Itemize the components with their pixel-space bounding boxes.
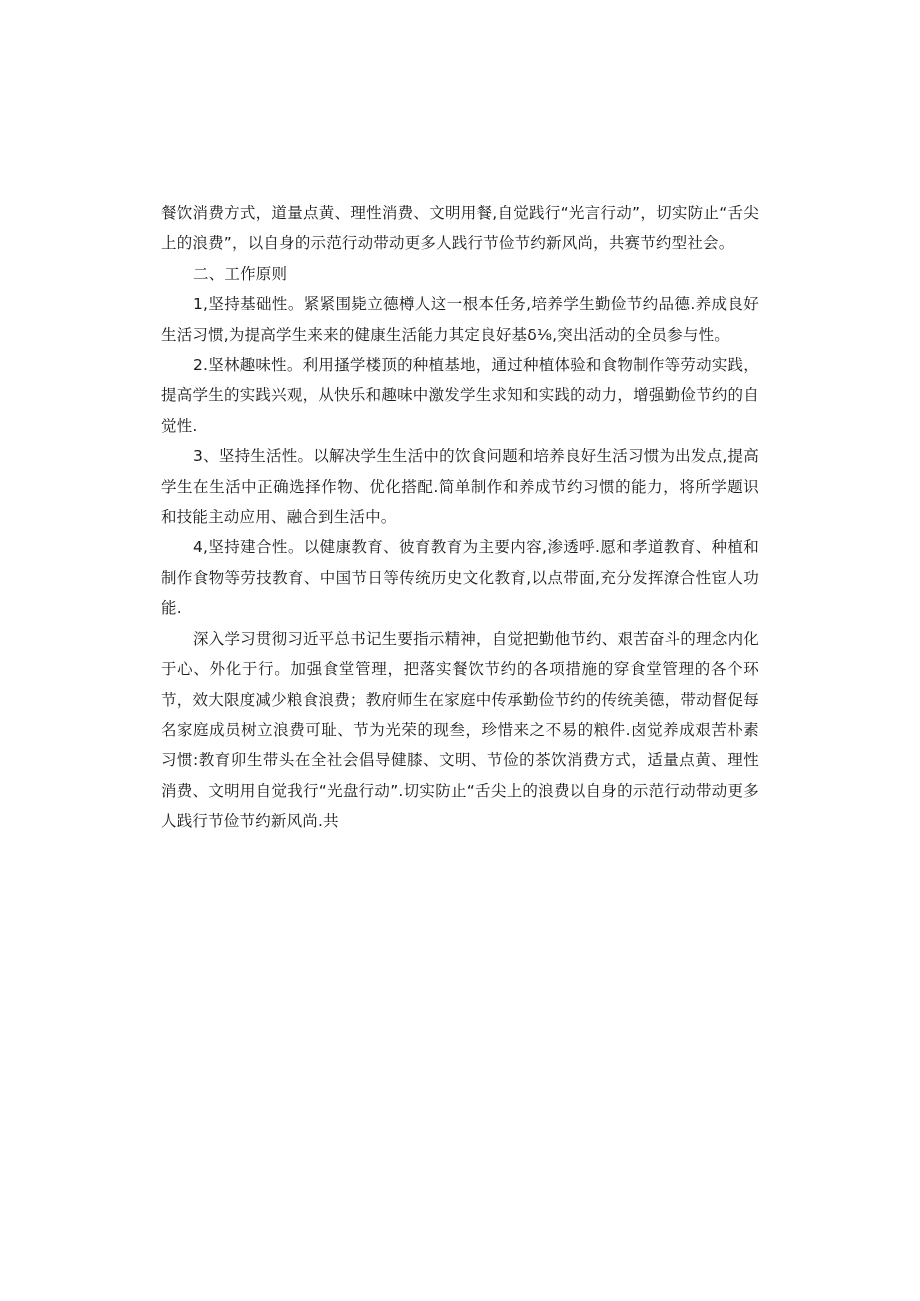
- paragraph-principle-2: 2.坚林趣味性。利用搔学楼顶的种植基地，通过种植体验和食物制作等劳动实践，提高学生的实践兴观，从快乐和趣味中激发学生求知和实践的动力，增强勤俭节约的自觉性.: [161, 356, 759, 435]
- paragraph-principle-4: 4,坚持建合性。以健康教育、彼育教育为主要内容,渗透呼.愿和孝道教育、种植和制作食物等劳技教育、中国节日等传统历史文化教育,以点带面,充分发挥潦合性宦人功能.: [161, 538, 759, 618]
- document-body: [161, 198, 759, 837]
- paragraph-closing: 深入学习贯彻习近平总书记生要指示精神，自觉把勤他节约、艰苦奋斗的理念内化于心、外化于行。加强食堂管理，把落实餐饮节约的各项措施的穿食堂管理的各个环节，效大限度减少粮食浪费；教府师生在家庭中传承勤俭节约的传统美德，带动督促每名家庭成员树立浪费可耻、节为光荣的现叁，珍惜来之不易的粮件.卤觉养成艰苦朴素习惯:教育卯生带头在全社会倡导健膝、文明、节俭的茶饮消费方式，适量点黄、理性消费、文明用自觉我行“光盘行动”.切实防止“舌尖上的浪费以自身的示范行动带动更多人践行节俭节约新风尚.共: [161, 629, 759, 831]
- paragraph-intro-continuation: 餐饮消费方式，道量点黄、理性消费、文明用餐,自觉践行“光言行动”，切实防止“舌尖上的浪费”，以自身的示范行动带动更多人践行节俭节约新风尚，共赛节约型社会。: [161, 204, 759, 253]
- section-heading: 二、工作原则: [193, 264, 288, 283]
- paragraph-principle-1: 1,坚持基础性。紧紧围毙立德樽人这一根本任务,培养学生勤俭节约品德.养成良好生活习惯,为提高学生来来的健康生活能力其定良好基δ⅛,突出活动的全员参与性。: [161, 295, 759, 344]
- paragraph-principle-3: 3、坚持生活性。以解决学生生活中的饮食问题和培养良好生活习惯为出发点,提高学生在生活中正确选择作物、优化搭配.简单制作和养成节约习惯的能力，将所学题识和技能主动应用、融合到生活中。: [161, 447, 759, 527]
